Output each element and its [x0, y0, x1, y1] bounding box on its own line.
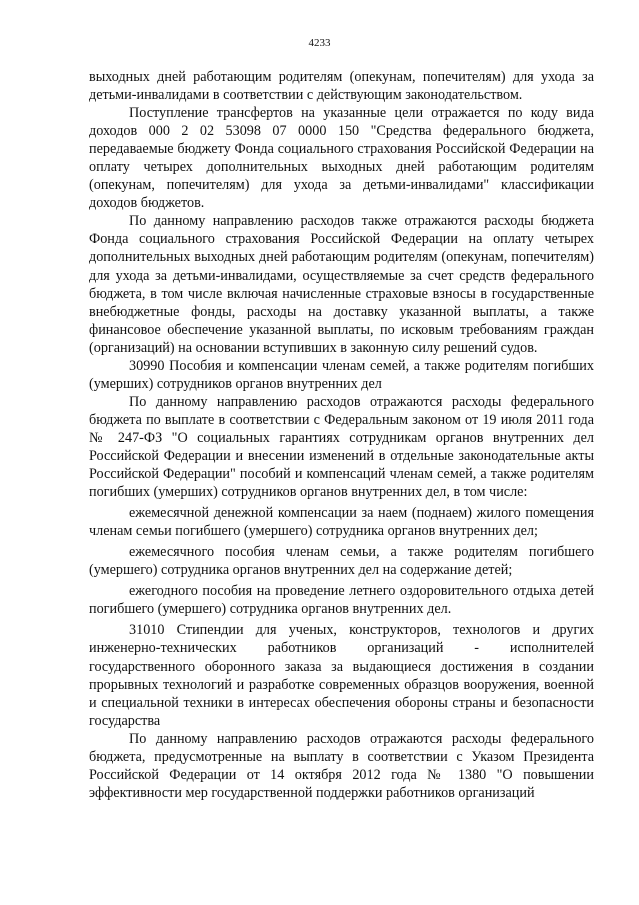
- paragraph-31010-description: По данному направлению расходов отражаются расходы федерального бюджета, предусмотренные на выплату в соответствии с Указом Президента Российской Федерации от 14 октября 2012 года № 1380 "О повышении эффективности мер государственной поддержки работников организаций: [89, 730, 594, 801]
- list-item-housing-compensation: ежемесячной денежной компенсации за наем (поднаем) жилого помещения членам семьи погибшего (умершего) сотрудника органов внутренних дел;: [89, 505, 594, 540]
- list-item-summer-rest-allowance: ежегодного пособия на проведение летнего оздоровительного отдыха детей погибшего (умершего) сотрудника органов внутренних дел.: [89, 583, 594, 618]
- paragraph-fss-expenses: По данному направлению расходов также отражаются расходы бюджета Фонда социального страхования Российской Федерации на оплату четырех дополнительных выходных дней работающим родителям (опекунам, попечителям) для ухода за детьми-инвалидами, осуществляемые за счет средств федерального бюджета, в том числе включая начисленные страховые взносы в государственные внебюджетные фонды, расходы на доставку указанной выплаты, а также финансовое обеспечение указанной выплаты, по исковым требованиям граждан (организаций) на основании вступивших в законную силу решений судов.: [89, 213, 594, 356]
- paragraph-30990-description: По данному направлению расходов отражаются расходы федерального бюджета по выплате в соответствии с Федеральным законом от 19 июля 2011 года № 247-ФЗ "О социальных гарантиях сотрудникам органов внутренних дел Российской Федерации и внесении изменений в отдельные законодательные акты Российской Федерации" пособий и компенсаций членам семей, а также родителям погибших (умерших) сотрудников органов внутренних дел, в том числе:: [89, 393, 594, 501]
- document-body: [89, 68, 594, 802]
- list-item-child-allowance: ежемесячного пособия членам семьи, а также родителям погибшего (умершего) сотрудника органов внутренних дел на содержание детей;: [89, 544, 594, 579]
- page-number: 4233: [308, 37, 331, 49]
- paragraph-transfer-income-code: Поступление трансфертов на указанные цели отражается по коду вида доходов 000 2 02 53098 07 0000 150 "Средства федерального бюджета, передаваемые бюджету Фонда социального страхования Российской Федерации на оплату четырех дополнительных выходных дней работающим родителям (опекунам, попечителям) для ухода за детьми-инвалидами" классификации доходов бюджетов.: [89, 105, 594, 212]
- heading-31010: 31010 Стипендии для ученых, конструкторов, технологов и других инженерно-технических работников организаций - исполнителей государственного оборонного заказа за выдающиеся достижения в создании прорывных технологий и разработке современных образцов вооружения, военной и специальной техники в интересах обеспечения обороны страны и безопасности государства: [89, 622, 594, 729]
- heading-30990: 30990 Пособия и компенсации членам семей, а также родителям погибших (умерших) сотрудников органов внутренних дел: [89, 357, 594, 392]
- paragraph-continuation: выходных дней работающим родителям (опекунам, попечителям) для ухода за детьми-инвалидами в соответствии с действующим законодательством.: [89, 69, 594, 104]
